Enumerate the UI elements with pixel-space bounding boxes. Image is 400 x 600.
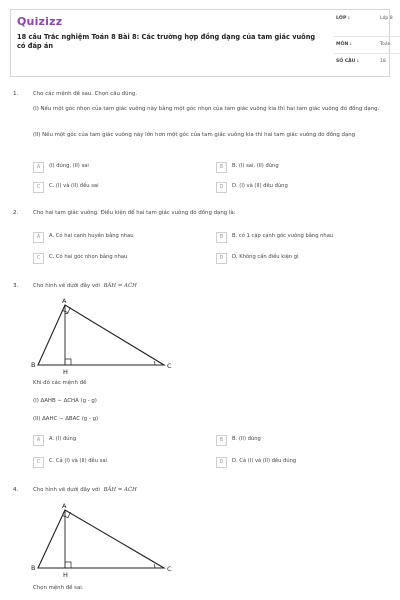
vertex-label-h: H [63, 368, 68, 376]
vertex-label-a: A [62, 297, 67, 305]
option-letter: D [216, 457, 227, 468]
question-text: Cho các mệnh đề sau. Chọn câu đúng. [33, 91, 138, 97]
answer-option-b[interactable] [216, 232, 386, 243]
vertex-label-c: C [167, 565, 172, 573]
option-text: A. Có hai cạnh huyền bằng nhau [49, 233, 134, 239]
vertex-label-b: B [31, 564, 36, 572]
answer-option-d[interactable] [216, 253, 386, 264]
worksheet-title: 18 câu Trắc nghiệm Toán 8 Bài 8: Các trường hợp đồng dạng của tam giác vuông có đáp án [17, 33, 316, 51]
subject-label: MÔN : [336, 42, 352, 47]
option-text: C. Có hai góc nhọn bằng nhau [49, 254, 128, 260]
angle-mark-c [154, 564, 155, 568]
option-text: D. (I) và (II) đều đúng [232, 183, 288, 189]
question-statement: (I) ΔAHB ∼ ΔCHA (g - g) [33, 398, 97, 404]
meta-divider [334, 53, 400, 54]
option-letter: B [216, 232, 227, 243]
option-text: C. (I) và (II) đều sai [49, 183, 99, 189]
class-label: LỚP : [336, 16, 350, 21]
question-text: Cho hai tam giác vuông. Điều kiện để hai tam giác vuông đó đồng dạng là: [33, 210, 236, 216]
option-letter: A [33, 435, 44, 446]
option-text: D. Cả (I) và (II) đều đúng [232, 458, 297, 464]
question-intro: Cho hình vẽ dưới đây với [33, 487, 100, 493]
vertex-label-h: H [63, 571, 68, 579]
question-number: 4. [13, 487, 19, 493]
question-statement: (II) Nếu một góc của tam giác vuông này lớn hơn một góc của tam giác vuông kia thì hai tam giác vuông đó đồng dạng [33, 132, 356, 138]
question-statement: Khi đó các mệnh đề [33, 380, 87, 386]
question-statement: (I) Nếu một góc nhọn của tam giác vuông này bằng một góc nhọn của tam giác vuông kia thì hai tam giác vuông đó đồng dạng. [33, 106, 380, 112]
answer-option-b[interactable] [216, 162, 386, 173]
angle-formula: BÂH = AĈH [103, 283, 137, 289]
option-letter: C [33, 253, 44, 264]
class-value: Lớp 8 [380, 16, 393, 21]
option-letter: B [216, 162, 227, 173]
angle-mark-c [154, 361, 155, 365]
answer-option-d[interactable] [216, 182, 386, 193]
answer-option-c[interactable] [33, 182, 203, 193]
option-text: D. Không cần điều kiện gì [232, 254, 299, 260]
right-triangle-figure [30, 297, 180, 377]
option-text: (I) đúng, (II) sai [49, 163, 89, 169]
quizizz-logo: Quizizz [17, 15, 63, 28]
angle-formula: BÂH = AĈH [103, 487, 137, 493]
subject-value: Toán [380, 42, 391, 47]
question-statement: (II) ΔAHC ∼ ΔBAC (g - g) [33, 416, 99, 422]
option-letter: D [216, 182, 227, 193]
option-text: B. (II) đúng [232, 436, 261, 442]
question-count-label: SỐ CÂU : [336, 59, 359, 64]
option-letter: A [33, 162, 44, 173]
vertex-label-a: A [62, 502, 67, 510]
option-text: A. (I) đúng [49, 436, 77, 442]
option-text: B. có 1 cặp cạnh góc vuông bằng nhau [232, 233, 334, 239]
answer-option-d[interactable] [216, 457, 386, 468]
option-text: B. (I) sai, (II) đúng [232, 163, 279, 169]
triangle-abc [38, 510, 164, 568]
answer-option-a[interactable] [33, 435, 203, 446]
option-text: C. Cả (I) và (II) đều sai [49, 458, 107, 464]
question-number: 1. [13, 91, 19, 97]
question-statement: Chọn mệnh đề sai. [33, 585, 84, 591]
answer-option-c[interactable] [33, 253, 203, 264]
meta-divider [334, 36, 400, 37]
option-letter: A [33, 232, 44, 243]
question-text [33, 487, 385, 494]
answer-option-a[interactable] [33, 232, 203, 243]
question-count-value: 18 [380, 59, 386, 64]
triangle-abc [38, 305, 164, 365]
right-angle-mark-h [65, 562, 71, 568]
option-letter: D [216, 253, 227, 264]
option-letter: B [216, 435, 227, 446]
worksheet-header [10, 9, 393, 77]
right-angle-mark-h [65, 359, 71, 365]
option-letter: C [33, 182, 44, 193]
answer-option-a[interactable] [33, 162, 203, 173]
option-letter: C [33, 457, 44, 468]
right-triangle-figure [30, 500, 180, 582]
question-intro: Cho hình vẽ dưới đây với [33, 283, 100, 289]
answer-option-b[interactable] [216, 435, 386, 446]
vertex-label-c: C [167, 362, 172, 370]
question-number: 3. [13, 283, 19, 289]
question-number: 2. [13, 210, 19, 216]
answer-option-c[interactable] [33, 457, 203, 468]
angle-mark-a [65, 313, 68, 314]
question-text [33, 283, 385, 290]
vertex-label-b: B [31, 361, 36, 369]
